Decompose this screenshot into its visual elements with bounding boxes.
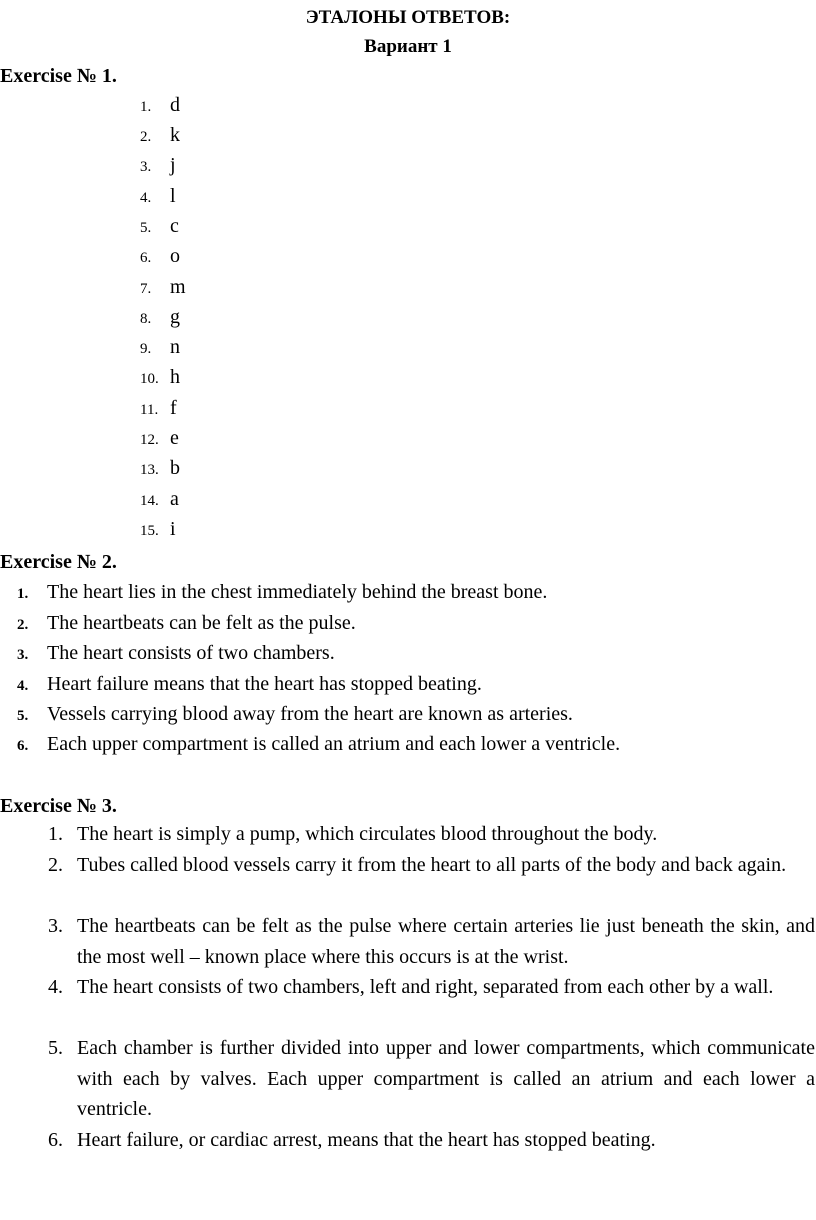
- item-number: 15.: [140, 523, 159, 539]
- exercise-2-item: [0, 639, 816, 669]
- item-number: 1.: [48, 823, 63, 845]
- exercise-1-item: [0, 272, 300, 302]
- item-number: 2.: [17, 617, 29, 633]
- item-number: 10.: [140, 371, 159, 387]
- exercise-1-item: [0, 332, 300, 362]
- item-number: 13.: [140, 462, 159, 478]
- exercise-3-item: [0, 819, 816, 850]
- exercise-1-item: [0, 120, 300, 150]
- item-number: 3.: [48, 915, 63, 937]
- item-number: 5.: [140, 220, 152, 236]
- item-text: The heart lies in the chest immediately behind the breast bone.: [47, 581, 548, 603]
- exercise-1-item: [0, 514, 300, 544]
- page-title: ЭТАЛОНЫ ОТВЕТОВ:: [305, 7, 511, 28]
- exercise-2-item: [0, 730, 816, 760]
- item-number: 4.: [140, 190, 152, 206]
- item-answer: g: [170, 306, 180, 328]
- item-text: The heartbeats can be felt as the pulse where certain arteries lie just beneath the skin, and the most well – known place where this occurs is at the wrist.: [77, 915, 815, 968]
- item-number: 6.: [48, 1129, 63, 1151]
- exercise-1-item: [0, 393, 300, 423]
- item-number: 1.: [140, 99, 152, 115]
- exercise-2-item: [0, 609, 816, 639]
- item-number: 8.: [140, 311, 152, 327]
- item-number: 3.: [140, 159, 152, 175]
- item-text: Each chamber is further divided into upper and lower compartments, which communicate with each by valves. Each upper compartment is called an atrium and each lower a ventricle.: [77, 1037, 815, 1120]
- exercise-1-item: [0, 90, 300, 120]
- item-number: 5.: [48, 1037, 63, 1059]
- item-number: 3.: [17, 647, 29, 663]
- item-answer: j: [170, 154, 176, 176]
- exercise-1-item: [0, 241, 300, 271]
- item-text: Tubes called blood vessels carry it from the heart to all parts of the body and back again.: [77, 854, 787, 876]
- item-text: Vessels carrying blood away from the heart are known as arteries.: [47, 703, 573, 725]
- item-answer: f: [170, 397, 177, 419]
- exercise-3-item: [0, 1033, 816, 1125]
- item-text: The heartbeats can be felt as the pulse.: [47, 612, 356, 634]
- exercise-2-item: [0, 578, 816, 608]
- item-answer: l: [170, 185, 176, 207]
- item-number: 4.: [48, 976, 63, 998]
- item-answer: d: [170, 94, 180, 116]
- exercise-1-item: [0, 453, 300, 483]
- item-text: The heart consists of two chambers.: [47, 642, 335, 664]
- item-number: 4.: [17, 678, 29, 694]
- item-text: The heart consists of two chambers, left and right, separated from each other by a wall.: [77, 976, 774, 998]
- variant-subtitle: Вариант 1: [364, 36, 452, 57]
- item-number: 6.: [17, 738, 29, 754]
- item-answer: h: [170, 366, 180, 388]
- item-number: 7.: [140, 281, 152, 297]
- item-number: 2.: [140, 129, 152, 145]
- item-number: 2.: [48, 854, 63, 876]
- exercise-2-item: [0, 700, 816, 730]
- item-answer: o: [170, 245, 180, 267]
- exercise-3-heading: Exercise № 3.: [0, 795, 117, 817]
- item-number: 12.: [140, 432, 159, 448]
- item-answer: n: [170, 336, 180, 358]
- exercise-2-heading: Exercise № 2.: [0, 551, 117, 573]
- item-number: 14.: [140, 493, 159, 509]
- exercise-3-item: [0, 972, 816, 1033]
- item-text: Each upper compartment is called an atrium and each lower a ventricle.: [47, 733, 621, 755]
- item-number: 1.: [17, 586, 29, 602]
- item-answer: i: [170, 518, 176, 540]
- item-answer: k: [170, 124, 180, 146]
- item-answer: b: [170, 457, 180, 479]
- exercise-1-item: [0, 302, 300, 332]
- item-answer: m: [170, 276, 186, 298]
- exercise-1-item: [0, 423, 300, 453]
- exercise-1-item: [0, 211, 300, 241]
- exercise-1-item: [0, 362, 300, 392]
- item-text: Heart failure, or cardiac arrest, means that the heart has stopped beating.: [77, 1129, 656, 1151]
- exercise-1-heading: Exercise № 1.: [0, 65, 117, 87]
- exercise-1-item: [0, 181, 300, 211]
- item-number: 11.: [140, 402, 159, 418]
- item-number: 9.: [140, 341, 152, 357]
- item-number: 6.: [140, 250, 152, 266]
- item-answer: c: [170, 215, 179, 237]
- exercise-1-item: [0, 150, 300, 180]
- exercise-1-item: [0, 484, 300, 514]
- item-text: The heart is simply a pump, which circulates blood throughout the body.: [77, 823, 658, 845]
- item-answer: a: [170, 488, 179, 510]
- exercise-3-item: [0, 911, 816, 972]
- item-number: 5.: [17, 708, 29, 724]
- exercise-3-item: [0, 1125, 816, 1156]
- item-text: Heart failure means that the heart has stopped beating.: [47, 673, 482, 695]
- exercise-2-item: [0, 670, 816, 700]
- exercise-3-item: [0, 850, 816, 911]
- item-answer: e: [170, 427, 179, 449]
